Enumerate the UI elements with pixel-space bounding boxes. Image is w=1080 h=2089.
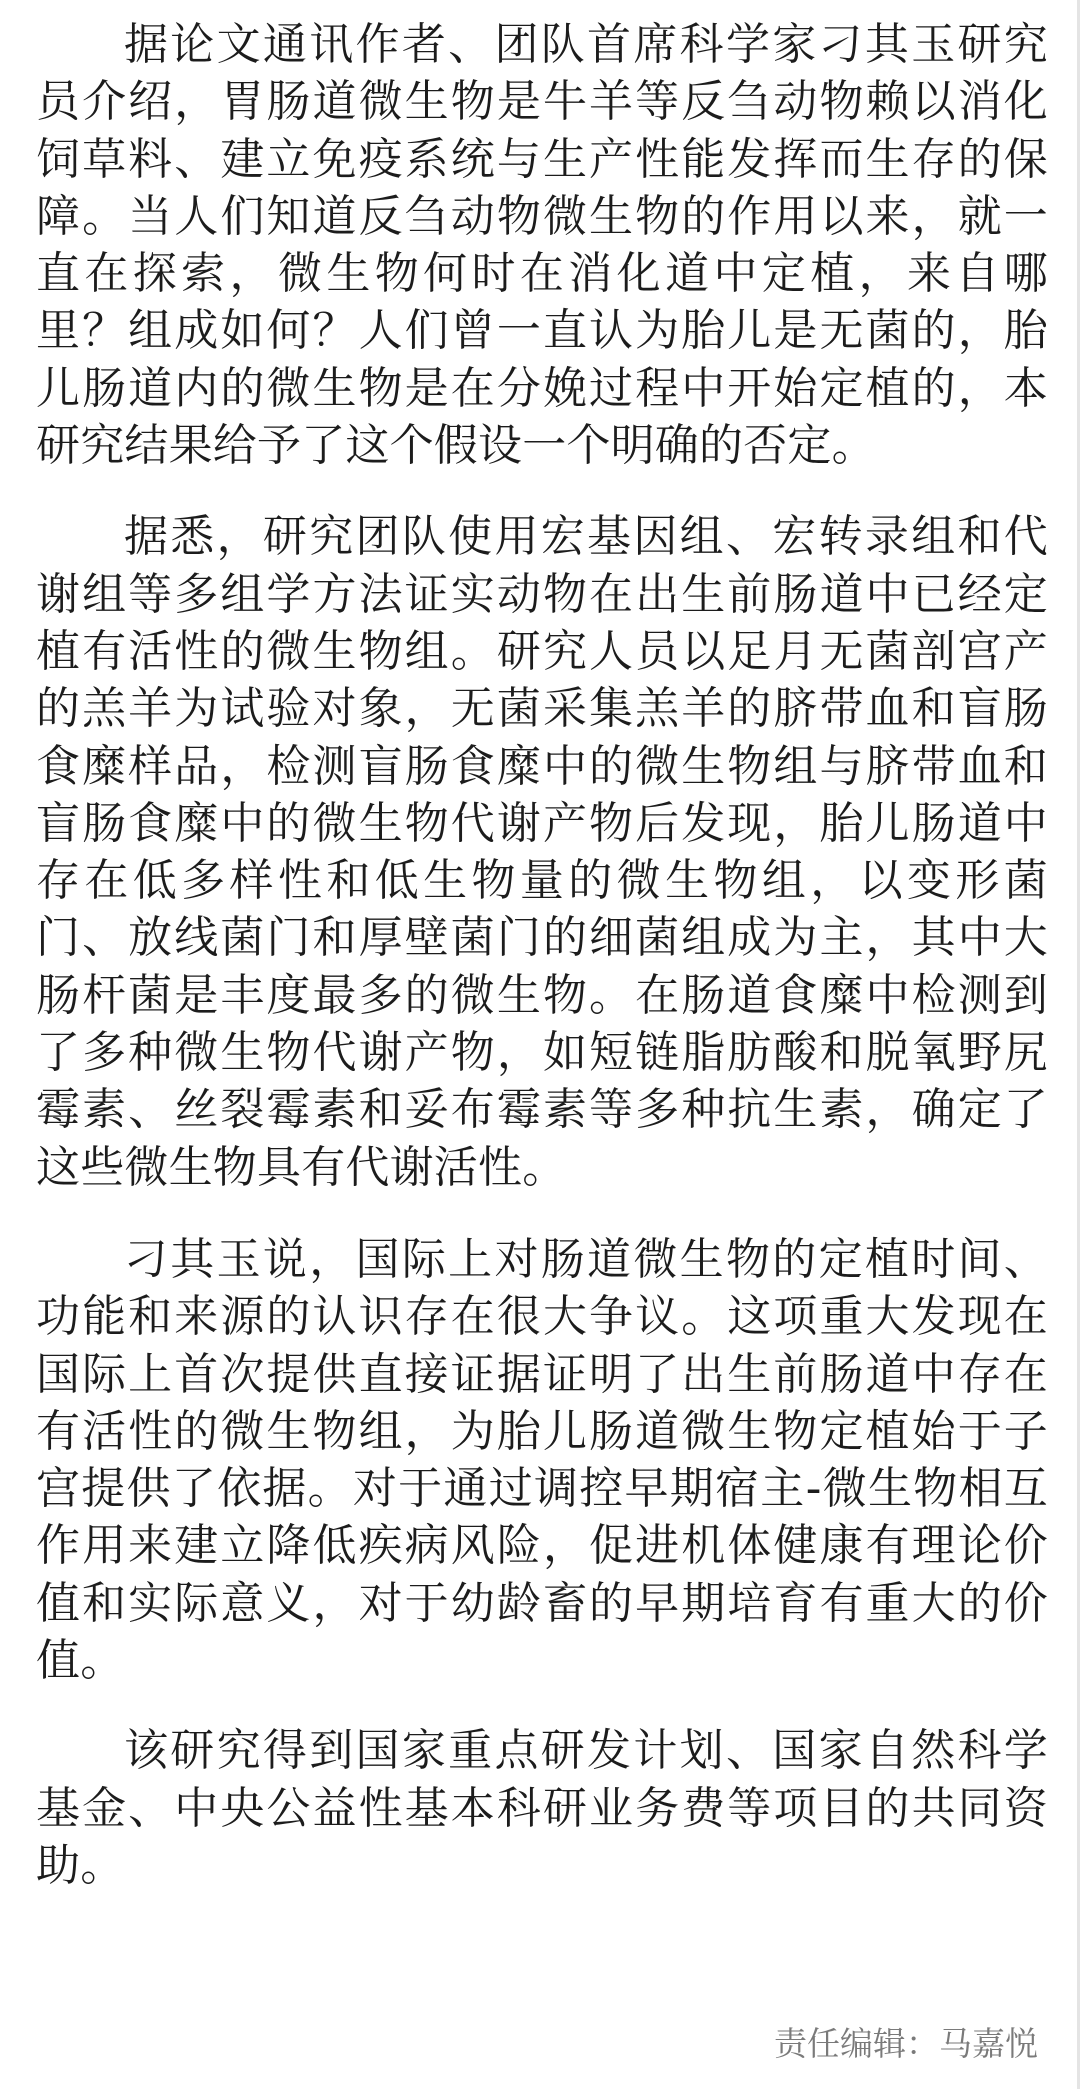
article-paragraph-1: 据论文通讯作者、团队首席科学家刁其玉研究员介绍，胃肠道微生物是牛羊等反刍动物赖以消化饲草料、建立免疫系统与生产性能发挥而生存的保障。当人们知道反刍动物微生物的作用以来，就一直在探索，微生物何时在消化道中定植，来自哪里？组成如何？人们曾一直认为胎儿是无菌的，胎儿肠道内的微生物是在分娩过程中开始定植的，本研究结果给予了这个假设一个明确的否定。 xyxy=(36,19,1048,472)
article-paragraph-4: 该研究得到国家重点研发计划、国家自然科学基金、中央公益性基本科研业务费等项目的共同资助。 xyxy=(36,1725,1048,1891)
article-body xyxy=(36,0,1048,2089)
article-paragraph-3: 刁其玉说，国际上对肠道微生物的定植时间、功能和来源的认识存在很大争议。这项重大发现在国际上首次提供直接证据证明了出生前肠道中存在有活性的微生物组，为胎儿肠道微生物定植始于子宫提供了依据。对于通过调控早期宿主-微生物相互作用来建立降低疾病风险，促进机体健康有理论价值和实际意义，对于幼龄畜的早期培育有重大的价值。 xyxy=(36,1233,1048,1687)
editor-credit: 责任编辑：马嘉悦 xyxy=(774,2024,1038,2063)
article-paragraph-2: 据悉，研究团队使用宏基因组、宏转录组和代谢组等多组学方法证实动物在出生前肠道中已经定植有活性的微生物组。研究人员以足月无菌剖宫产的羔羊为试验对象，无菌采集羔羊的脐带血和盲肠食糜样品，检测盲肠食糜中的微生物组与脐带血和盲肠食糜中的微生物代谢产物后发现，胎儿肠道中存在低多样性和低生物量的微生物组，以变形菌门、放线菌门和厚壁菌门的细菌组成为主，其中大肠杆菌是丰度最多的微生物。在肠道食糜中检测到了多种微生物代谢产物，如短链脂肪酸和脱氧野尻霉素、丝裂霉素和妥布霉素等多种抗生素，确定了这些微生物具有代谢活性。 xyxy=(36,511,1048,1193)
